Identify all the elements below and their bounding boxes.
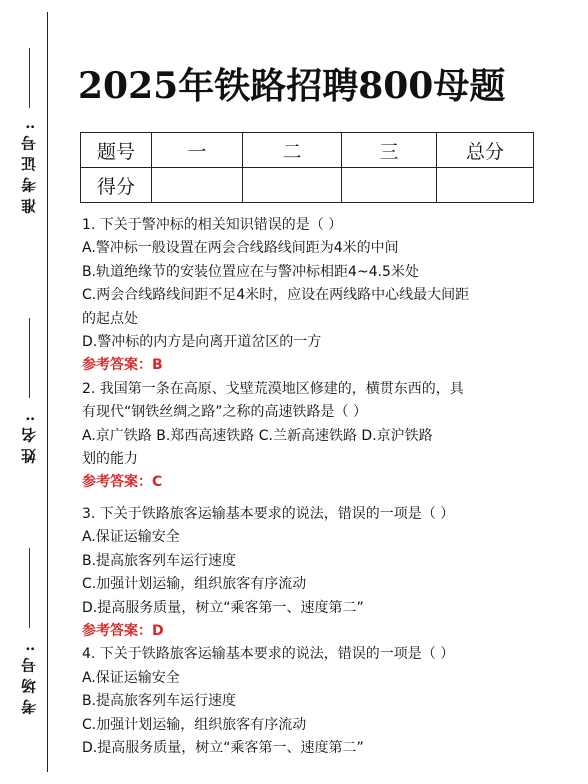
question-stem: 3. 下关于铁路旅客运输基本要求的说法，错误的一项是（ ） xyxy=(82,505,455,522)
spacer xyxy=(82,495,572,503)
option-d: D.提高服务质量，树立“乘客第一、速度第二” xyxy=(82,599,364,616)
question-stem: 4. 下关于铁路旅客运输基本要求的说法，错误的一项是（ ） xyxy=(82,646,455,663)
binding-line xyxy=(47,12,48,772)
option-c: C.加强计划运输，组织旅客有序流动 xyxy=(82,576,307,593)
row-label-score: 得分 xyxy=(81,168,152,203)
exam-no-label: 准考证号: xyxy=(20,118,38,214)
score-table-header-row xyxy=(81,133,534,168)
option-a: A.保证运输安全 xyxy=(82,529,180,546)
option-c-continued: 的起点处 xyxy=(82,310,138,327)
name-fill-line xyxy=(29,318,30,398)
exam-no-fill-line xyxy=(29,48,30,108)
question-stem-continued: 有现代“钢铁丝绸之路”之称的高速铁路是（ ） xyxy=(82,404,367,421)
answer-key: 参考答案：D xyxy=(82,622,164,639)
score-table-score-row xyxy=(81,168,534,203)
options-line: A.京广铁路 B.郑西高速铁路 C.兰新高速铁路 D.京沪铁路 xyxy=(82,427,433,444)
answer-key: 参考答案：C xyxy=(82,474,163,491)
room-fill-line xyxy=(29,548,30,628)
score-table xyxy=(80,132,534,203)
option-b: B.提高旅客列车运行速度 xyxy=(82,693,237,710)
name-label: 姓名: xyxy=(20,410,38,464)
score-cell-part-3[interactable] xyxy=(342,168,437,203)
header-cell-part-2: 二 xyxy=(243,133,342,168)
option-d: D.提高服务质量，树立“乘客第一、速度第二” xyxy=(82,739,364,756)
header-cell-total: 总分 xyxy=(437,133,534,168)
score-cell-total[interactable] xyxy=(437,168,534,203)
score-cell-part-1[interactable] xyxy=(152,168,243,203)
option-d: D.警冲标的内方是向离开道岔区的一方 xyxy=(82,334,322,351)
options-line-continued: 划的能力 xyxy=(82,451,138,468)
option-a: A.保证运输安全 xyxy=(82,669,180,686)
option-b: B.轨道绝缘节的安装位置应在与警冲标相距4~4.5米处 xyxy=(82,263,419,280)
room-label: 考场号: xyxy=(20,640,38,715)
score-cell-part-2[interactable] xyxy=(243,168,342,203)
option-b: B.提高旅客列车运行速度 xyxy=(82,552,237,569)
answer-key: 参考答案：B xyxy=(82,357,163,374)
option-c: C.加强计划运输，组织旅客有序流动 xyxy=(82,716,307,733)
question-stem: 2. 我国第一条在高原、戈壁荒漠地区修建的，横贯东西的，具 xyxy=(82,380,464,397)
question-stem: 1. 下关于警冲标的相关知识错误的是（ ） xyxy=(82,217,343,233)
binding-margin xyxy=(0,0,60,784)
option-a: A.警冲标一般设置在两会合线路线间距为4米的中间 xyxy=(82,240,399,257)
header-cell-part-3: 三 xyxy=(342,133,437,168)
header-cell-question-no: 题号 xyxy=(81,133,152,168)
header-cell-part-1: 一 xyxy=(152,133,243,168)
question-list xyxy=(82,214,572,760)
page-title: 2025年铁路招聘800母题 xyxy=(78,65,506,107)
option-c: C.两会合线路线间距不足4米时，应设在两线路中心线最大间距 xyxy=(82,287,470,304)
